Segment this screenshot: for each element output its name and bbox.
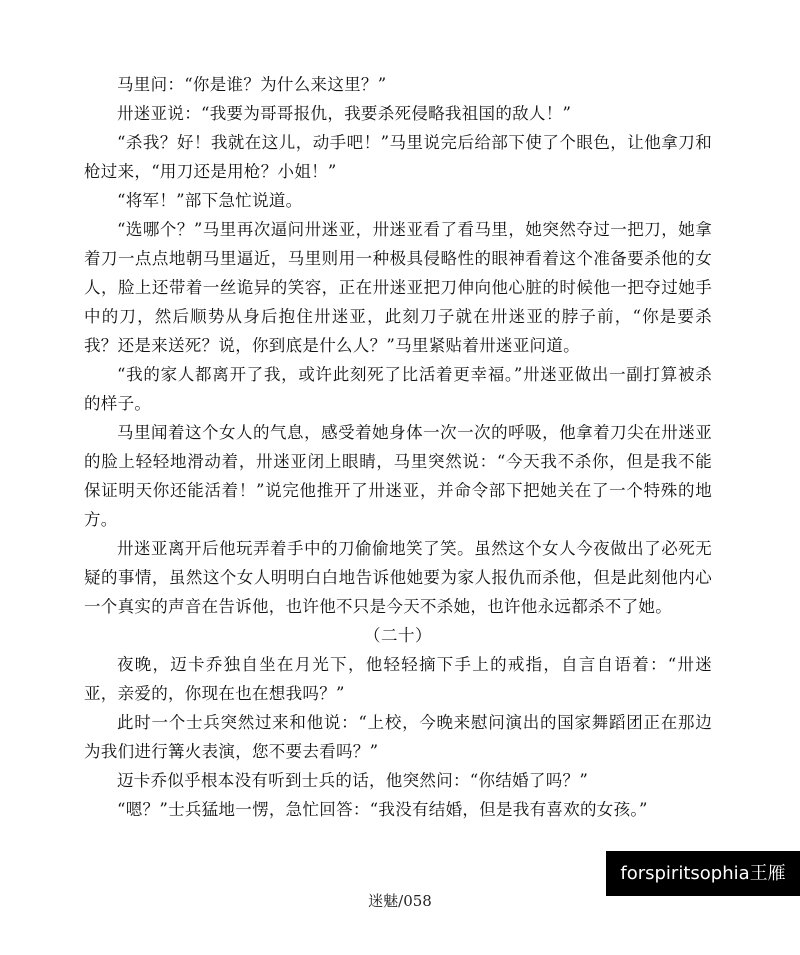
page-footer: 迷魅/058 [368, 892, 432, 910]
paragraph: 马里问：“你是谁？为什么来这里？” [117, 75, 387, 94]
paragraph: “杀我？好！我就在这儿，动手吧！”马里说完后给部下使了个眼色，让他拿刀和枪过来，“用刀还是用枪？小姐！” [84, 133, 712, 181]
watermark: forspiritsophia王雁 [606, 851, 800, 896]
paragraph: 卅迷亚说：“我要为哥哥报仇，我要杀死侵略我祖国的敌人！” [117, 104, 572, 123]
paragraph: 迈卡乔似乎根本没有听到士兵的话，他突然问：“你结婚了吗？” [117, 771, 589, 790]
paragraph: “我的家人都离开了我，或许此刻死了比活着更幸福。”卅迷亚做出一副打算被杀的样子。 [84, 365, 712, 413]
paragraph: 卅迷亚离开后他玩弄着手中的刀偷偷地笑了笑。虽然这个女人今夜做出了必死无疑的事情，虽然这个女人明明白白地告诉他她要为家人报仇而杀他，但是此刻他内心一个真实的声音在告诉他，也许他不只是今天不杀她，也许他永远都杀不了她。 [84, 539, 712, 616]
paragraph: “嗯？”士兵猛地一愣，急忙回答：“我没有结婚，但是我有喜欢的女孩。” [117, 800, 648, 819]
paragraph: 此时一个士兵突然过来和他说：“上校，今晚来慰问演出的国家舞蹈团正在那边为我们进行篝火表演，您不要去看吗？” [84, 713, 712, 761]
paragraph: “选哪个？”马里再次逼问卅迷亚，卅迷亚看了看马里，她突然夺过一把刀，她拿着刀一点点地朝马里逼近，马里则用一种极具侵略性的眼神看着这个准备要杀他的女人，脸上还带着一丝诡异的笑容，正在卅迷亚把刀伸向他心脏的时候他一把夺过她手中的刀，然后顺势从身后抱住卅迷亚，此刻刀子就在卅迷亚的脖子前，“你是要杀我？还是来送死？说，你到底是什么人？”马里紧贴着卅迷亚问道。 [84, 220, 712, 355]
chapter-heading: （二十） [364, 626, 432, 645]
paragraph: 马里闻着这个女人的气息，感受着她身体一次一次的呼吸，他拿着刀尖在卅迷亚的脸上轻轻地滑动着，卅迷亚闭上眼睛，马里突然说：“今天我不杀你，但是我不能保证明天你还能活着！”说完他推开了卅迷亚，并命令部下把她关在了一个特殊的地方。 [84, 423, 712, 529]
paragraph: “将军！”部下急忙说道。 [117, 191, 303, 210]
paragraph: 夜晚，迈卡乔独自坐在月光下，他轻轻摘下手上的戒指，自言自语着：“卅迷亚，亲爱的，你现在也在想我吗？” [84, 655, 712, 703]
page-body [84, 70, 712, 824]
